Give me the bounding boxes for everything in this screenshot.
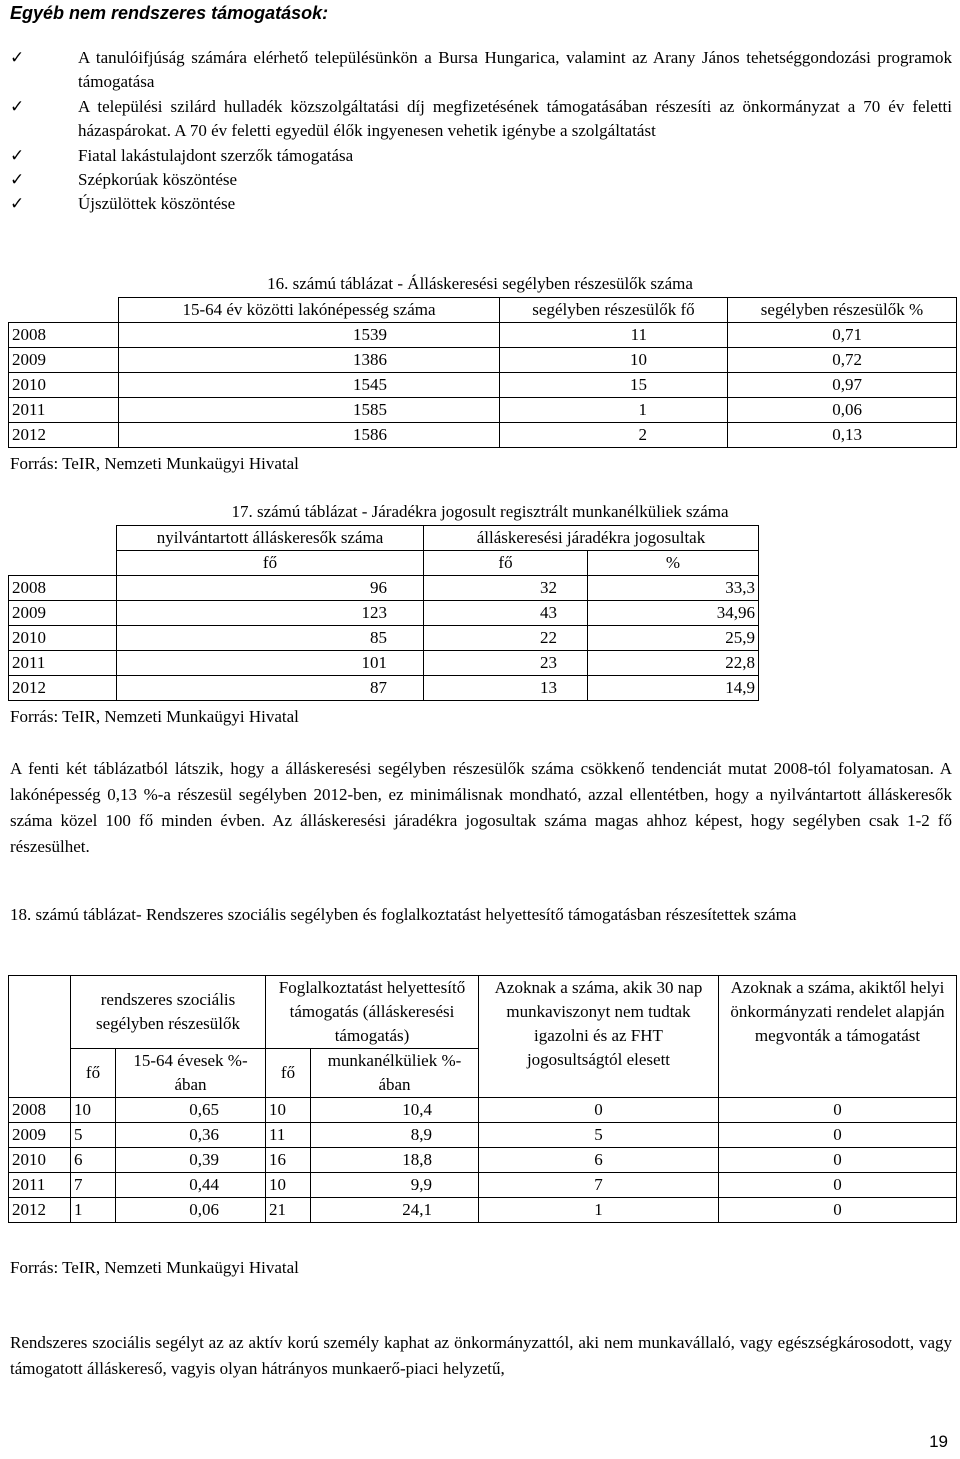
table-row: 2008 1539 11 0,71 [9, 323, 957, 348]
col-header: 15-64 év közötti lakónépesség száma [119, 298, 500, 323]
table-row: 2011 1585 1 0,06 [9, 398, 957, 423]
table-row: 2009 1386 10 0,72 [9, 348, 957, 373]
table-row: 2012 87 13 14,9 [9, 676, 759, 701]
checkmark-icon: ✓ [10, 194, 25, 215]
table18 [8, 975, 957, 1223]
closing-paragraph: Rendszeres szociális segélyt az az aktív korú személy kaphat az önkormányzattól, aki nem munkavállaló, vagy egészségkárosodott, vagy támogatott álláskereső, vagyis olyan hátrányos munkaerő-piaci helyzetű, [10, 1333, 952, 1378]
table-row: 2012 1 0,06 21 24,1 1 0 [9, 1198, 957, 1223]
col-header: % [588, 551, 759, 576]
list-item: ✓ A települési szilárd hulladék közszolgáltatási díj megfizetésének támogatásában részesíti az önkormányzat a 70 év feletti házaspárokat. A 70 év feletti egyedül élők ingyenesen vehetik igénybe a szolgáltatást [10, 96, 952, 141]
col-header: Foglalkoztatást helyettesítő támogatás (álláskeresési támogatás) [266, 976, 479, 1049]
table18-source: Forrás: TeIR, Nemzeti Munkaügyi Hivatal [10, 1258, 299, 1277]
table-subheader-row [9, 551, 759, 576]
col-header: segélyben részesülők fő [500, 298, 728, 323]
col-header: 15-64 évesek %-ában [116, 1049, 266, 1098]
col-header: munkanélküliek %-ában [311, 1049, 479, 1098]
section-heading: Egyéb nem rendszeres támogatások: [10, 3, 329, 23]
table-row: 2010 6 0,39 16 18,8 6 0 [9, 1148, 957, 1173]
table-row: 2011 101 23 22,8 [9, 651, 759, 676]
col-header: fő [424, 551, 588, 576]
checkmark-icon: ✓ [10, 145, 25, 166]
page-number: 19 [929, 1432, 948, 1451]
list-item: ✓ Újszülöttek köszöntése [10, 192, 952, 216]
table-header-row [9, 976, 957, 1049]
table17 [8, 525, 759, 701]
table16-source: Forrás: TeIR, Nemzeti Munkaügyi Hivatal [10, 454, 299, 473]
table-row: 2012 1586 2 0,13 [9, 423, 957, 448]
table-header-row [9, 526, 759, 551]
col-header: nyilvántartott álláskeresők száma [117, 526, 424, 551]
table17-caption: 17. számú táblázat - Járadékra jogosult regisztrált munkanélküliek száma [231, 502, 729, 521]
col-header: álláskeresési járadékra jogosultak [424, 526, 759, 551]
col-header: fő [117, 551, 424, 576]
list-item: ✓ A tanulóifjúság számára elérhető településünkön a Bursa Hungarica, valamint az Arany János tehetséggondozási programok támogatása [10, 48, 952, 92]
table-row: 2009 5 0,36 11 8,9 5 0 [9, 1123, 957, 1148]
col-header: fő [71, 1049, 116, 1098]
list-item: ✓ Fiatal lakástulajdont szerzők támogatása [10, 144, 952, 168]
support-list [10, 46, 952, 217]
table16 [8, 297, 957, 448]
col-header: rendszeres szociális segélyben részesülők [71, 976, 266, 1049]
col-header: Azoknak a száma, akiktől helyi önkormányzati rendelet alapján megvonták a támogatást [719, 976, 957, 1098]
table17-source: Forrás: TeIR, Nemzeti Munkaügyi Hivatal [10, 707, 299, 726]
table-header-row [9, 298, 957, 323]
col-header: segélyben részesülők % [728, 298, 957, 323]
list-item: ✓ Szépkorúak köszöntése [10, 168, 952, 192]
col-header: fő [266, 1049, 311, 1098]
table-row: 2010 85 22 25,9 [9, 626, 759, 651]
checkmark-icon: ✓ [10, 170, 25, 191]
table-row: 2010 1545 15 0,97 [9, 373, 957, 398]
checkmark-icon: ✓ [10, 96, 25, 117]
table-row: 2008 10 0,65 10 10,4 0 0 [9, 1098, 957, 1123]
table-row: 2008 96 32 33,3 [9, 576, 759, 601]
summary-paragraph: A fenti két táblázatból látszik, hogy a álláskeresési segélyben részesülők száma csökkenő tendenciát mutat 2008-tól folyamatosan. A lakónépesség 0,13 %-a részesül segélyben 2012-ben, ez minimálisnak mondható, azzal ellentétben, hogy a nyilvántartott álláskeresők száma közel 100 fő minden évben. Az álláskeresési járadékra jogosultak száma magas ahhoz képest, hogy segélyben csak 1-2 fő részesülhet. [10, 759, 952, 856]
col-header: Azoknak a száma, akik 30 nap munkaviszonyt nem tudtak igazolni és az FHT jogosultságtól elesett [479, 976, 719, 1098]
table18-caption: 18. számú táblázat- Rendszeres szociális segélyben és foglalkoztatást helyettesítő támogatásban részesítettek száma [10, 905, 797, 924]
table-row: 2011 7 0,44 10 9,9 7 0 [9, 1173, 957, 1198]
table-row: 2009 123 43 34,96 [9, 601, 759, 626]
checkmark-icon: ✓ [10, 48, 25, 68]
table16-caption: 16. számú táblázat - Álláskeresési segélyben részesülők száma [267, 274, 693, 293]
